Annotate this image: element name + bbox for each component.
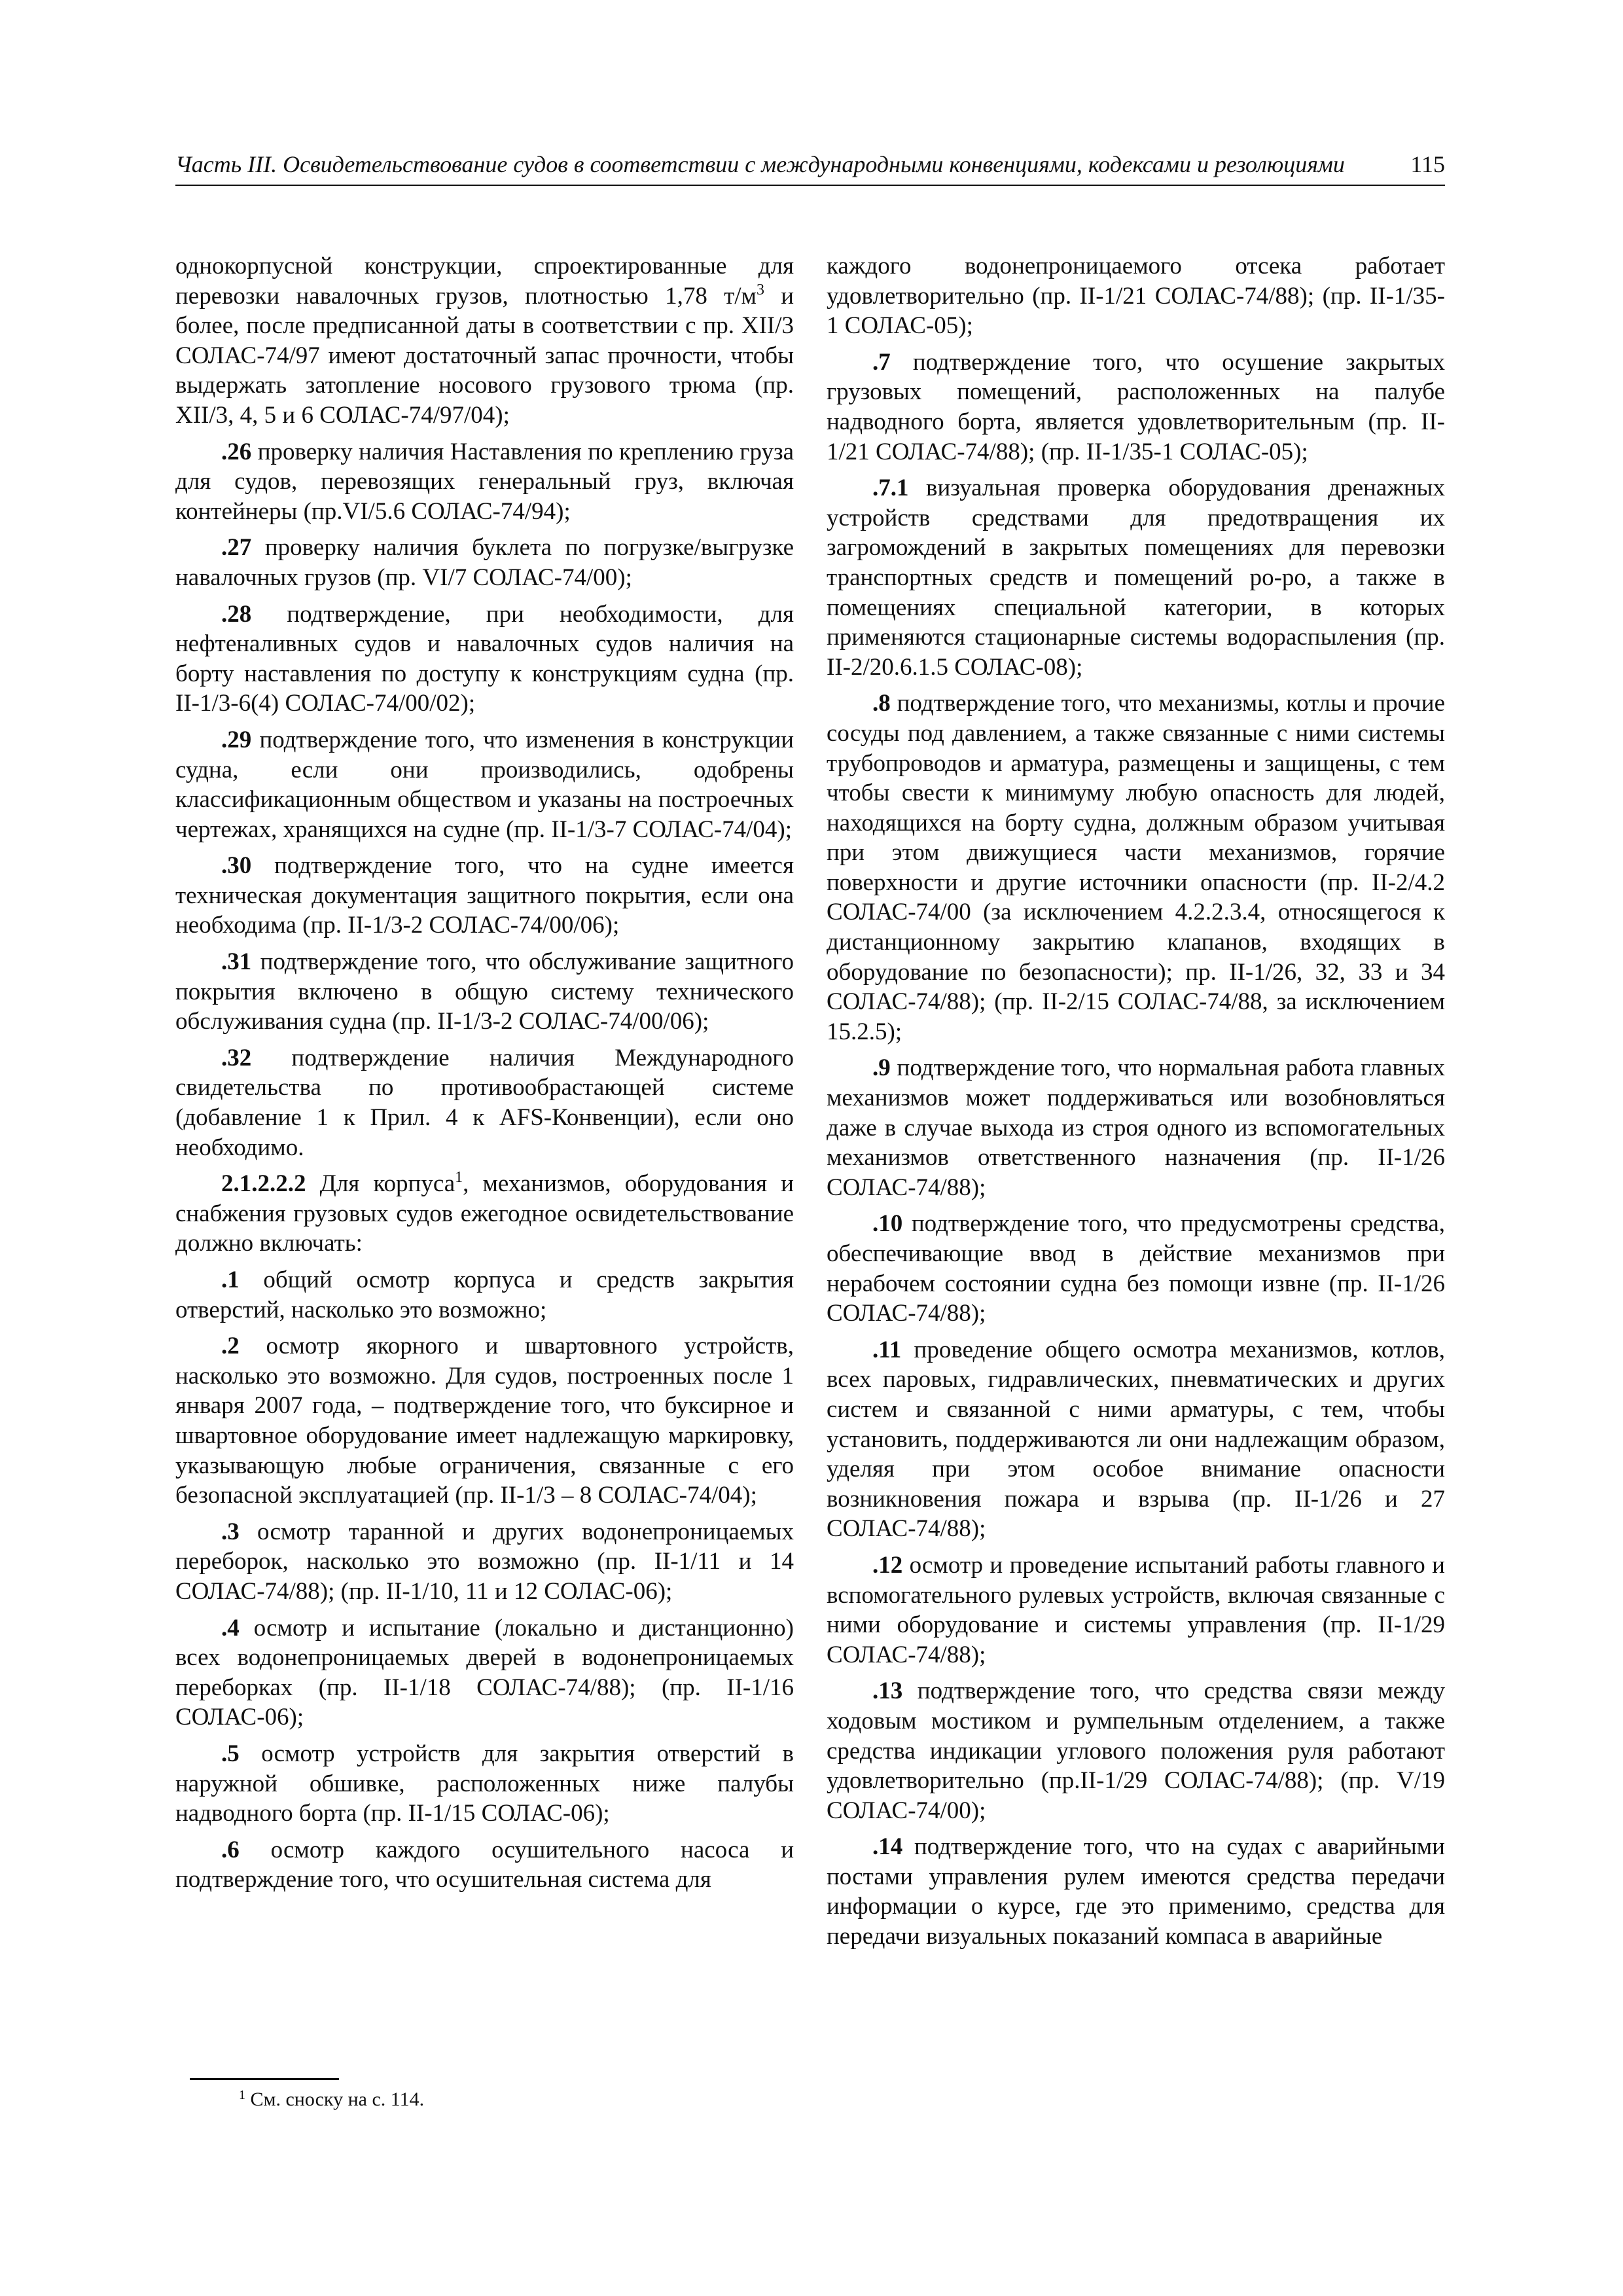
item-4: .4 осмотр и испытание (локально и дистанционно) всех водонепроницаемых дверей в водонепроницаемых переборках (пр. II-1/18 СОЛАС-74/88); (пр. II-1/16 СОЛАС-06); [175, 1614, 794, 1731]
item-26: .26 проверку наличия Наставления по креплению груза для судов, перевозящих генеральный груз, включая контейнеры (пр.VI/5.6 СОЛАС-74/94); [175, 438, 794, 525]
item-27: .27 проверку наличия буклета по погрузке/выгрузке навалочных грузов (пр. VI/7 СОЛАС-74/00); [175, 534, 794, 591]
item-8: .8 подтверждение того, что механизмы, котлы и прочие сосуды под давлением, а также связанные с ними системы трубопроводов и арматура, размещены и защищены, с тем чтобы свести к минимуму любую опасность для людей, находящихся на борту судна, должным образом учитывая при этом движущиеся части механизмов, горячие поверхности и другие источники опасности (пр. II-2/4.2 СОЛАС-74/00 (за исключением 4.2.2.3.4, относящегося к дистанционному закрытию клапанов, входящих в оборудование по безопасности); пр. II-1/26, 32, 33 и 34 СОЛАС-74/88); (пр. II-2/15 СОЛАС-74/88, за исключением 15.2.5); [827, 690, 1445, 1045]
item-14: .14 подтверждение того, что на судах с аварийными постами управления рулем имеются средства передачи информации о курсе, где это применимо, средства для передачи визуальных показаний компаса в аварийные [827, 1833, 1445, 1950]
item-6: .6 осмотр каждого осушительного насоса и подтверждение того, что осушительная система для [175, 1836, 794, 1893]
running-header-title: Часть III. Освидетельствование судов в соответствии с международными конвенциями, кодексами и резолюциями [175, 151, 1345, 177]
left-column [175, 251, 794, 1901]
paragraph-continuation: однокорпусной конструкции, спроектированные для перевозки навалочных грузов, плотностью 1,78 $т/м^3$ и более, после предписанной даты в соответствии с пр. XII/3 СОЛАС-74/97 имеют достаточный запас прочности, чтобы выдержать затопление носового грузового трюма (пр. XII/3, 4, 5 и 6 СОЛАС-74/97/04); [175, 253, 794, 429]
item-13: .13 подтверждение того, что средства связи между ходовым мостиком и румпельным отделением, а также средства индикации углового положения руля работают удовлетворительно (пр.II-1/29 СОЛАС-74/88); (пр. V/19 СОЛАС-74/00); [827, 1677, 1445, 1824]
item-2: .2 осмотр якорного и швартовного устройств, насколько это возможно. Для судов, построенных после 1 января 2007 года, – подтверждение того, что буксирное и швартовное оборудование имеет надлежащую маркировку, указывающую любые ограничения, связанные с его безопасной эксплуатацией (пр. II-1/3 – 8 СОЛАС-74/04); [175, 1333, 794, 1509]
item-7: .7 подтверждение того, что осушение закрытых грузовых помещений, расположенных на палубе надводного борта, является удовлетворительным (пр. II-1/21 СОЛАС-74/88); (пр. II-1/35-1 СОЛАС-05); [827, 348, 1445, 465]
footnote-ref: 1 [455, 1169, 463, 1187]
item-29: .29 подтверждение того, что изменения в конструкции судна, если они производились, одобрены классификационным обществом и указаны на построечных чертежах, хранящихся на судне (пр. II-1/3-7 СОЛАС-74/04); [175, 726, 794, 843]
item-7-1: .7.1 визуальная проверка оборудования дренажных устройств средствами для предотвращения их загромождений в закрытых помещениях для перевозки транспортных средств и помещений ро-ро, а также в помещениях специальной категории, в которых применяются стационарные системы водораспыления (пр. II-2/20.6.1.5 СОЛАС-08); [827, 475, 1445, 681]
item-28: .28 подтверждение, при необходимости, для нефтеналивных судов и навалочных судов наличия на борту наставления по доступу к конструкциям судна (пр. II-1/3-6(4) СОЛАС-74/00/02); [175, 600, 794, 717]
section-2-1-2-2-2: 2.1.2.2.2 Для корпуса$^1$, механизмов, оборудования и снабжения грузовых судов ежегодное освидетельствование должно включать: [175, 1169, 794, 1257]
footnote-rule [190, 2078, 339, 2080]
page-number: 115 [1410, 151, 1445, 177]
header-rule [175, 185, 1445, 186]
right-column [827, 251, 1445, 1958]
running-header [175, 149, 1445, 179]
item-30: .30 подтверждение того, что на судне имеется техническая документация защитного покрытия, если она необходима (пр. II-1/3-2 СОЛАС-74/00/06); [175, 852, 794, 939]
item-31: .31 подтверждение того, что обслуживание защитного покрытия включено в общую систему технического обслуживания судна (пр. II-1/3-2 СОЛАС-74/00/06); [175, 948, 794, 1035]
item-11: .11 проведение общего осмотра механизмов, котлов, всех паровых, гидравлических, пневматических и других систем и связанной с ними арматуры, с тем, чтобы установить, поддерживаются ли они надлежащим образом, уделяя при этом особое внимание опасности возникновения пожара и взрыва (пр. II-1/26 и 27 СОЛАС-74/88); [827, 1336, 1445, 1543]
item-32: .32 подтверждение наличия Международного свидетельства по противообрастающей системе (добавление 1 к Прил. 4 к AFS-Конвенции), если оно необходимо. [175, 1044, 794, 1161]
item-10: .10 подтверждение того, что предусмотрены средства, обеспечивающие ввод в действие механизмов при нерабочем состоянии судна без помощи извне (пр. II-1/26 СОЛАС-74/88); [827, 1210, 1445, 1327]
paragraph-continuation: каждого водонепроницаемого отсека работает удовлетворительно (пр. II-1/21 СОЛАС-74/88); (пр. II-1/35-1 СОЛАС-05); [827, 253, 1445, 340]
item-5: .5 осмотр устройств для закрытия отверстий в наружной обшивке, расположенных ниже палубы надводного борта (пр. II-1/15 СОЛАС-06); [175, 1740, 794, 1827]
item-9: .9 подтверждение того, что нормальная работа главных механизмов может поддерживаться или возобновляться даже в случае выхода из строя одного из вспомогательных механизмов ответственного назначения (пр. II-1/26 СОЛАС-74/88); [827, 1054, 1445, 1201]
item-12: .12 осмотр и проведение испытаний работы главного и вспомогательного рулевых устройств, включая связанные с ними оборудование и системы управления (пр. II-1/29 СОЛАС-74/88); [827, 1551, 1445, 1668]
footnote: $^1$ См. сноску на с. 114. [239, 2088, 425, 2110]
item-3: .3 осмотр таранной и других водонепроницаемых переборок, насколько это возможно (пр. II-1/11 и 14 СОЛАС-74/88); (пр. II-1/10, 11 и 12 СОЛАС-06); [175, 1518, 794, 1605]
item-1: .1 общий осмотр корпуса и средств закрытия отверстий, насколько это возможно; [175, 1266, 794, 1323]
